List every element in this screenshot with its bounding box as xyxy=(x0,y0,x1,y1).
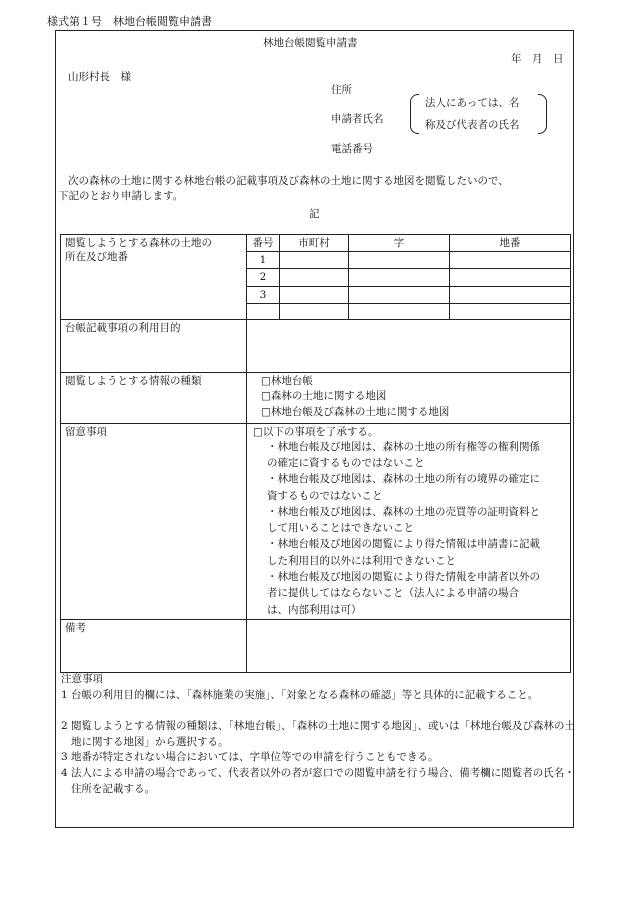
note-item: ・林地台帳及び地図は、森林の土地の売買等の証明資料と して用いることはできないこと xyxy=(267,505,540,535)
info-option-ledger-and-map[interactable]: □林地台帳及び森林の土地に関する地図 xyxy=(261,406,450,419)
remarks-input[interactable] xyxy=(247,619,571,672)
aza-input[interactable] xyxy=(349,286,450,303)
form-title: 林地台帳閲覧申請書 xyxy=(263,37,358,49)
caution-item: 1 台帳の利用目的欄には、「森林施業の実施」、「対象となる森林の確認」等と具体的に記載すること。 xyxy=(61,689,539,701)
date-line: 年 月 日 xyxy=(511,53,564,65)
phone-label: 電話番号 xyxy=(331,143,373,155)
info-option-map[interactable]: □森林の土地に関する地図 xyxy=(261,390,387,403)
row-number: 3 xyxy=(247,286,280,303)
note-item: ・林地台帳及び地図は、森林の土地の所有の境界の確定に 資するものではないこと xyxy=(267,473,540,502)
caution-item: 4 法人による申請の場合であって、代表者以外の者が窓口での閲覧申請を行う場合、備考欄に閲覧者の氏名・住所を記載する。 xyxy=(61,767,575,796)
municipality-input[interactable] xyxy=(280,252,349,269)
brace-left xyxy=(410,94,419,134)
ki-mark: 記 xyxy=(309,208,320,220)
aza-input[interactable] xyxy=(349,303,450,319)
notes-acknowledge-checkbox[interactable]: □以下の事項を了承する。 xyxy=(253,425,379,438)
header-aza: 字 xyxy=(349,235,450,252)
purpose-label: 台帳記載事項の利用目的 xyxy=(61,319,247,372)
remarks-label: 備考 xyxy=(61,619,247,672)
municipality-input[interactable] xyxy=(280,286,349,303)
municipality-input[interactable] xyxy=(280,269,349,286)
location-label-2: 所在及び地番 xyxy=(65,251,128,264)
lot-number-input[interactable] xyxy=(450,303,571,319)
notes-content xyxy=(247,423,571,619)
intro-line-1: 次の森林の土地に関する林地台帳の記載事項及び森林の土地に関する地図を閲覧したいので、 xyxy=(68,175,509,187)
location-label-1: 閲覧しようとする森林の土地の xyxy=(65,237,212,249)
aza-input[interactable] xyxy=(349,269,450,286)
notes-label: 留意事項 xyxy=(61,423,247,619)
address-label: 住所 xyxy=(331,84,352,96)
lot-number-input[interactable] xyxy=(450,269,571,286)
note-item: ・林地台帳及び地図の閲覧により得た情報を申請者以外の 者に提供してはならないこと（法人による申請の場合 は、内部利用は可） xyxy=(267,570,540,616)
lot-number-input[interactable] xyxy=(450,252,571,269)
caution-item: 3 地番が特定されない場合においては、字単位等での申請を行うこともできる。 xyxy=(61,751,439,763)
header-municipality: 市町村 xyxy=(280,235,349,252)
aza-input[interactable] xyxy=(349,252,450,269)
header-number: 番号 xyxy=(247,235,280,252)
purpose-input[interactable] xyxy=(247,319,571,372)
applicant-name-label: 申請者氏名 xyxy=(331,113,384,125)
application-table xyxy=(60,234,571,673)
municipality-input[interactable] xyxy=(280,303,349,319)
brace-right xyxy=(538,94,547,134)
info-option-ledger[interactable]: □林地台帳 xyxy=(261,374,313,387)
row-number: 1 xyxy=(247,252,280,269)
lot-number-input[interactable] xyxy=(450,286,571,303)
note-item: ・林地台帳及び地図の閲覧により得た情報は申請書に記載 した利用目的以外には利用できないこと xyxy=(267,538,540,567)
caution-item: 2 閲覧しようとする情報の種類は、「林地台帳」、「森林の土地に関する地図」、或いは「林地台帳及び森林の土地に関する地図」から選択する。 xyxy=(61,720,576,749)
row-number: 2 xyxy=(247,269,280,286)
addressee: 山形村長 様 xyxy=(68,71,131,83)
note-item: ・林地台帳及び地図は、森林の土地の所有権等の権利関係 の確定に資するものではないこと xyxy=(267,440,540,470)
form-label: 様式第１号 林地台帳閲覧申請書 xyxy=(47,15,212,28)
corp-note-1: 法人にあっては、名 xyxy=(425,97,520,109)
location-label-cell xyxy=(61,235,247,320)
info-type-options xyxy=(247,372,571,423)
intro-line-2: 下記のとおり申請します。 xyxy=(58,190,184,202)
info-type-label: 閲覧しようとする情報の種類 xyxy=(61,372,247,423)
cautions-heading: 注意事項 xyxy=(61,673,103,685)
corp-note-2: 称及び代表者の氏名 xyxy=(425,119,520,131)
row-number xyxy=(247,303,280,319)
header-lot-number: 地番 xyxy=(450,235,571,252)
